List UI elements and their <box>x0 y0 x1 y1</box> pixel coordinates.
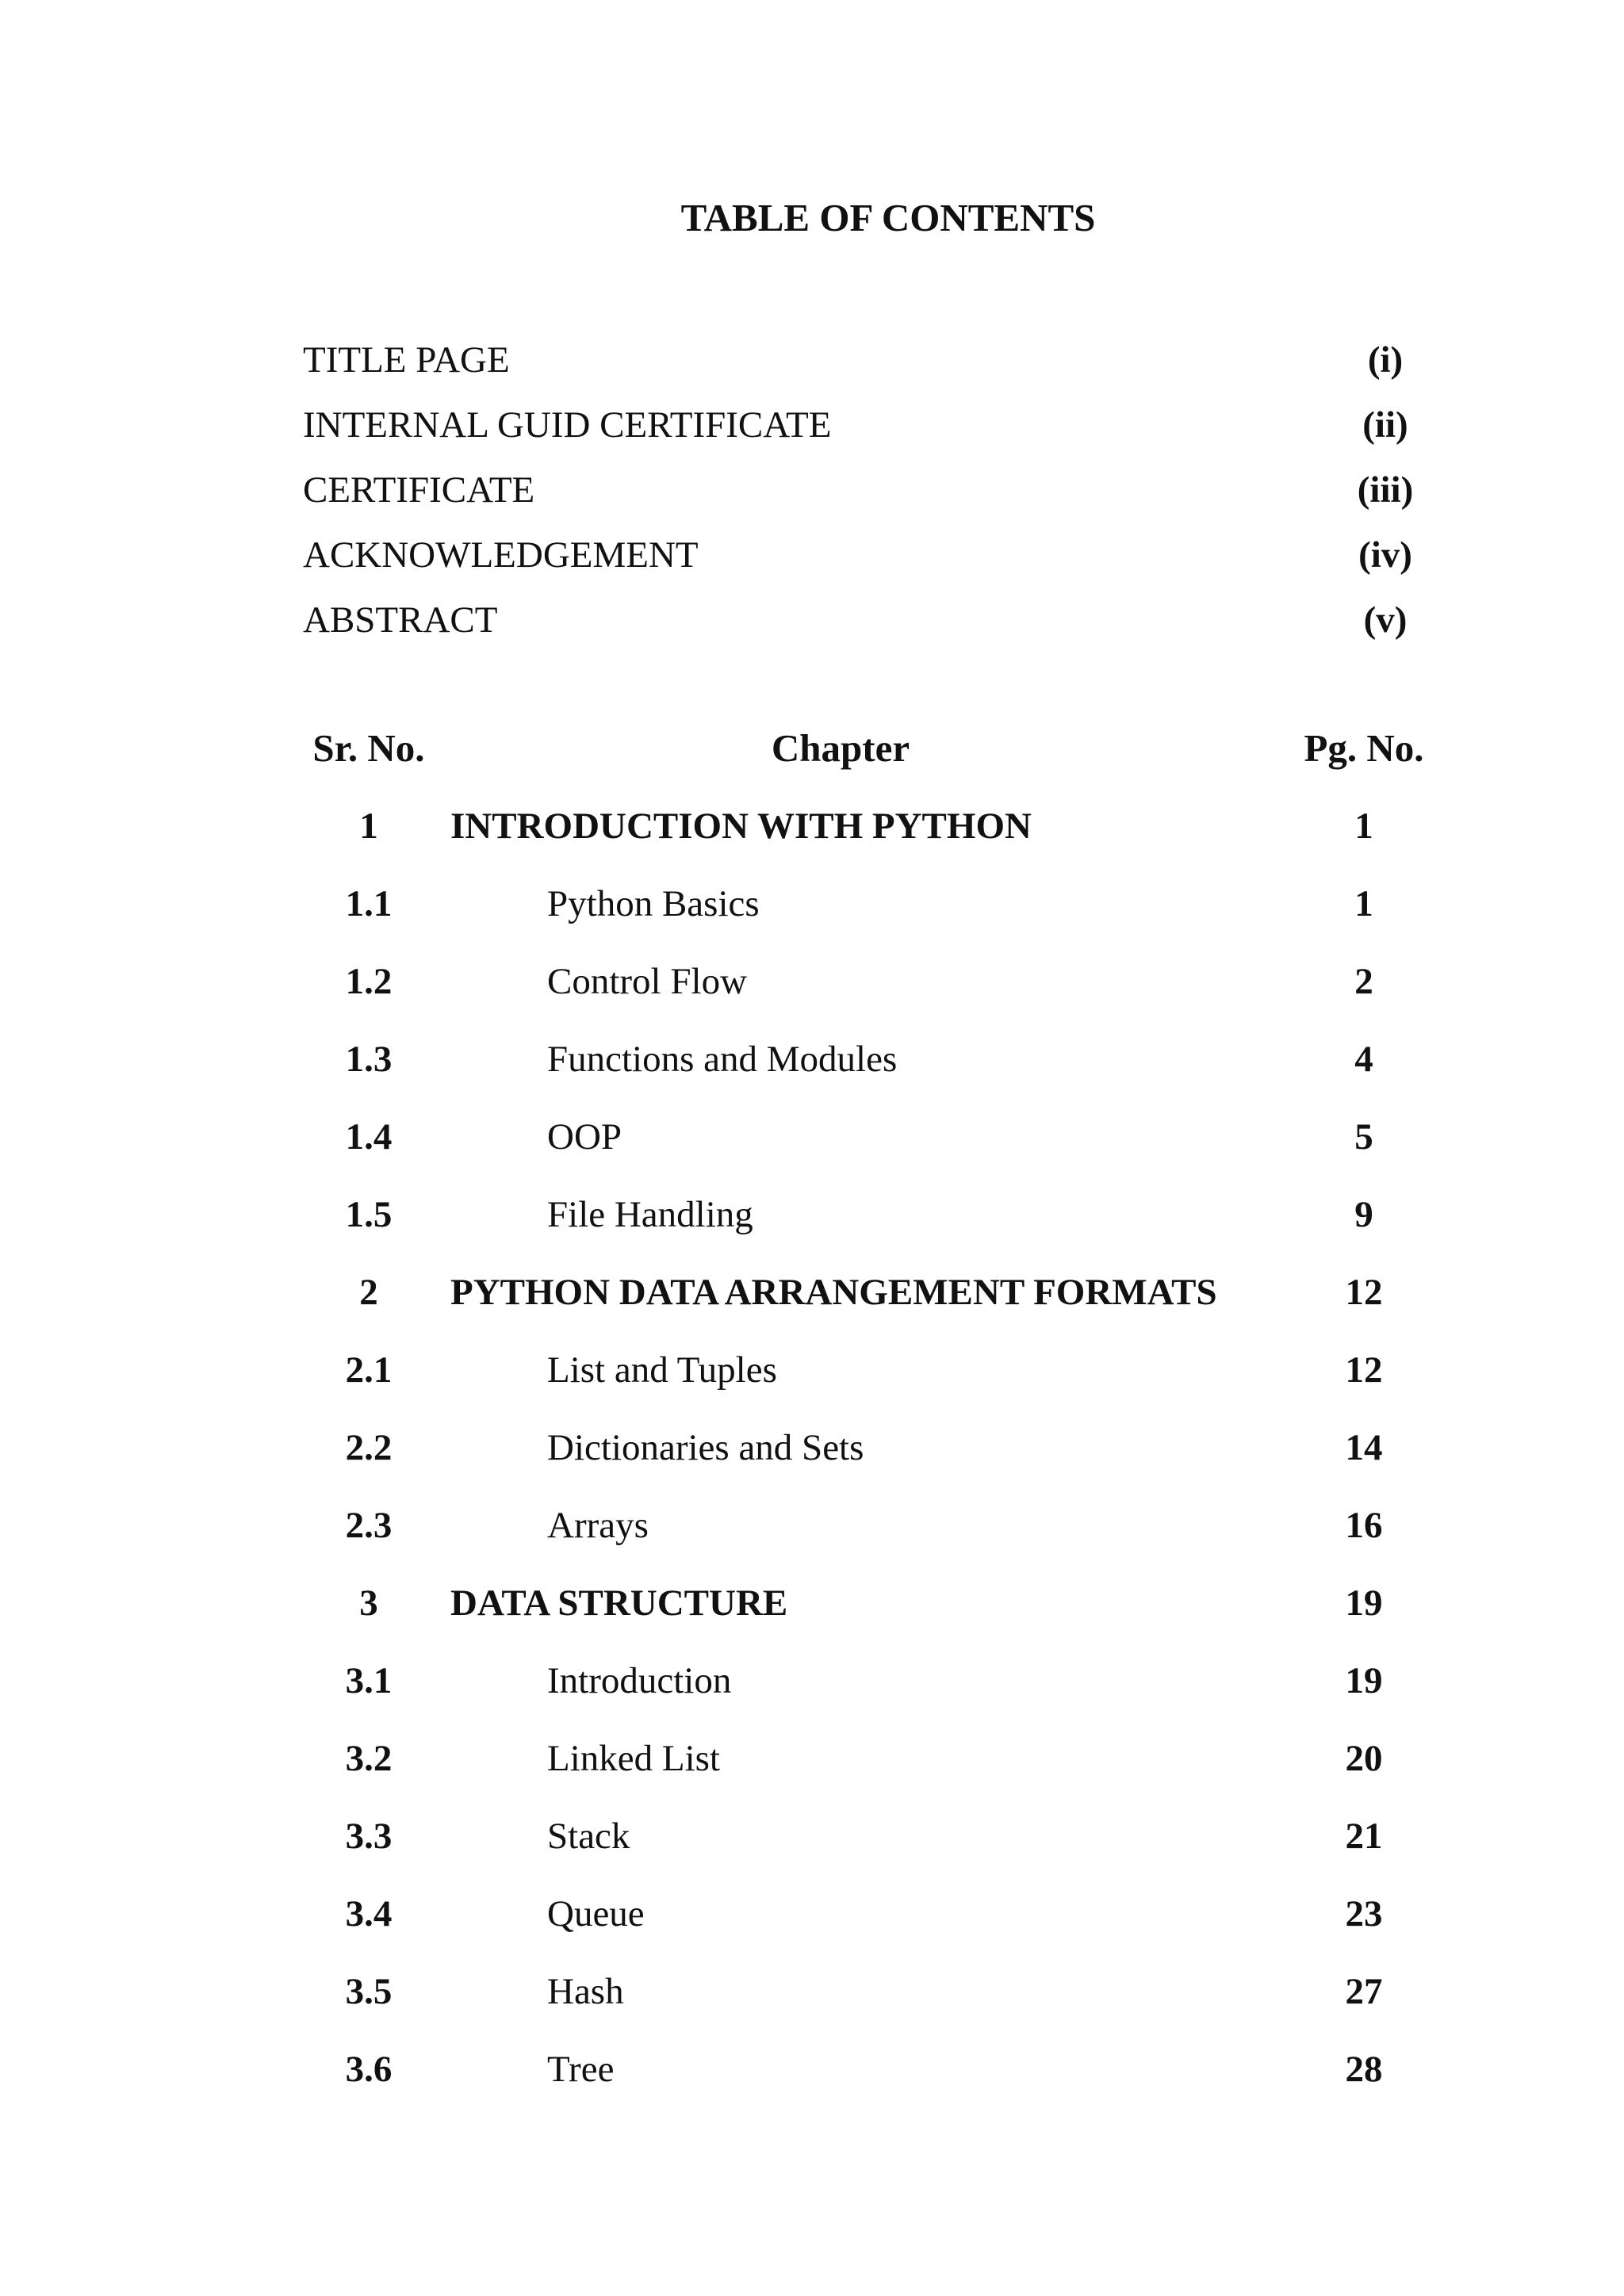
toc-sr-number: 1.4 <box>345 1116 393 1158</box>
toc-section-row <box>0 1655 1624 1706</box>
toc-section-title: Control Flow <box>547 961 748 1002</box>
front-matter-label: ABSTRACT <box>303 599 498 641</box>
toc-page-number: 16 <box>1345 1505 1383 1546</box>
toc-chapter-row <box>0 1578 1624 1628</box>
toc-page-number: 5 <box>1354 1116 1373 1158</box>
toc-section-title: Introduction <box>547 1660 732 1701</box>
toc-section-row <box>0 1422 1624 1473</box>
toc-chapter-row <box>0 1267 1624 1318</box>
toc-section-row <box>0 1888 1624 1939</box>
toc-sr-number: 3.4 <box>345 1893 393 1934</box>
toc-section-title: Functions and Modules <box>547 1039 898 1080</box>
toc-chapter-title: PYTHON DATA ARRANGEMENT FORMATS <box>450 1272 1217 1313</box>
toc-section-title: File Handling <box>547 1194 753 1235</box>
toc-section-row <box>0 1034 1624 1085</box>
toc-section-row <box>0 1500 1624 1551</box>
front-matter-page: (i) <box>1367 339 1404 381</box>
toc-section-row <box>0 1112 1624 1162</box>
toc-sr-number: 3.1 <box>345 1660 393 1701</box>
toc-sr-number: 2 <box>359 1272 378 1313</box>
toc-section-title: Stack <box>547 1816 630 1857</box>
toc-chapter-title: DATA STRUCTURE <box>450 1582 788 1624</box>
toc-page-number: 23 <box>1345 1893 1383 1934</box>
toc-header-row <box>0 723 1624 774</box>
front-matter-page: (iv) <box>1358 534 1412 576</box>
toc-section-title: Queue <box>547 1893 645 1934</box>
front-matter-item <box>303 596 1445 644</box>
toc-section-row <box>0 1189 1624 1240</box>
toc-header-sr: Sr. No. <box>312 726 425 770</box>
toc-page-number: 14 <box>1345 1427 1383 1468</box>
toc-page-number: 20 <box>1345 1738 1383 1779</box>
toc-sr-number: 3.3 <box>345 1816 393 1857</box>
toc-sr-number: 2.2 <box>345 1427 393 1468</box>
toc-page-number: 19 <box>1345 1582 1383 1624</box>
toc-section-title: Arrays <box>547 1505 649 1546</box>
toc-section-title: Dictionaries and Sets <box>547 1427 864 1468</box>
toc-sr-number: 3.6 <box>345 2049 393 2090</box>
toc-section-row <box>0 2044 1624 2095</box>
toc-sr-number: 1.3 <box>345 1039 393 1080</box>
toc-sr-number: 1.1 <box>345 883 393 924</box>
toc-page-number: 4 <box>1354 1039 1373 1080</box>
front-matter-item <box>303 466 1445 514</box>
toc-section-title: Hash <box>547 1971 624 2012</box>
toc-section-title: Python Basics <box>547 883 760 924</box>
toc-page-number: 28 <box>1345 2049 1383 2090</box>
front-matter-page: (ii) <box>1362 404 1408 446</box>
toc-section-title: Tree <box>547 2049 615 2090</box>
toc-page-number: 27 <box>1345 1971 1383 2012</box>
toc-page-number: 19 <box>1345 1660 1383 1701</box>
front-matter-label: INTERNAL GUID CERTIFICATE <box>303 404 832 446</box>
front-matter-page: (v) <box>1363 599 1408 641</box>
toc-section-row <box>0 1811 1624 1862</box>
front-matter-item <box>303 401 1445 449</box>
toc-sr-number: 3.5 <box>345 1971 393 2012</box>
toc-header-chapter: Chapter <box>771 726 910 770</box>
front-matter-item <box>303 531 1445 579</box>
front-matter-page: (iii) <box>1357 469 1414 511</box>
front-matter-label: CERTIFICATE <box>303 469 535 511</box>
toc-page-number: 1 <box>1354 883 1373 924</box>
toc-page-number: 12 <box>1345 1272 1383 1313</box>
toc-page-number: 1 <box>1354 806 1373 847</box>
toc-sr-number: 1.5 <box>345 1194 393 1235</box>
toc-page-number: 9 <box>1354 1194 1373 1235</box>
front-matter-label: ACKNOWLEDGEMENT <box>303 534 699 576</box>
toc-sr-number: 3 <box>359 1582 378 1624</box>
toc-sr-number: 3.2 <box>345 1738 393 1779</box>
toc-section-row <box>0 1966 1624 2017</box>
toc-section-row <box>0 1345 1624 1395</box>
toc-section-title: Linked List <box>547 1738 720 1779</box>
toc-sr-number: 2.1 <box>345 1349 393 1391</box>
toc-section-row <box>0 878 1624 929</box>
toc-section-title: OOP <box>547 1116 622 1158</box>
toc-page-number: 21 <box>1345 1816 1383 1857</box>
toc-section-row <box>0 956 1624 1007</box>
toc-sr-number: 2.3 <box>345 1505 393 1546</box>
toc-sr-number: 1.2 <box>345 961 393 1002</box>
front-matter-item <box>303 336 1445 384</box>
toc-chapter-row <box>0 801 1624 851</box>
toc-page-number: 2 <box>1354 961 1373 1002</box>
page-title: TABLE OF CONTENTS <box>680 196 1096 239</box>
toc-section-row <box>0 1733 1624 1784</box>
toc-header-page: Pg. No. <box>1304 726 1424 770</box>
front-matter-label: TITLE PAGE <box>303 339 510 381</box>
toc-sr-number: 1 <box>359 806 378 847</box>
toc-page-number: 12 <box>1345 1349 1383 1391</box>
toc-chapter-title: INTRODUCTION WITH PYTHON <box>450 806 1032 847</box>
toc-section-title: List and Tuples <box>547 1349 777 1391</box>
